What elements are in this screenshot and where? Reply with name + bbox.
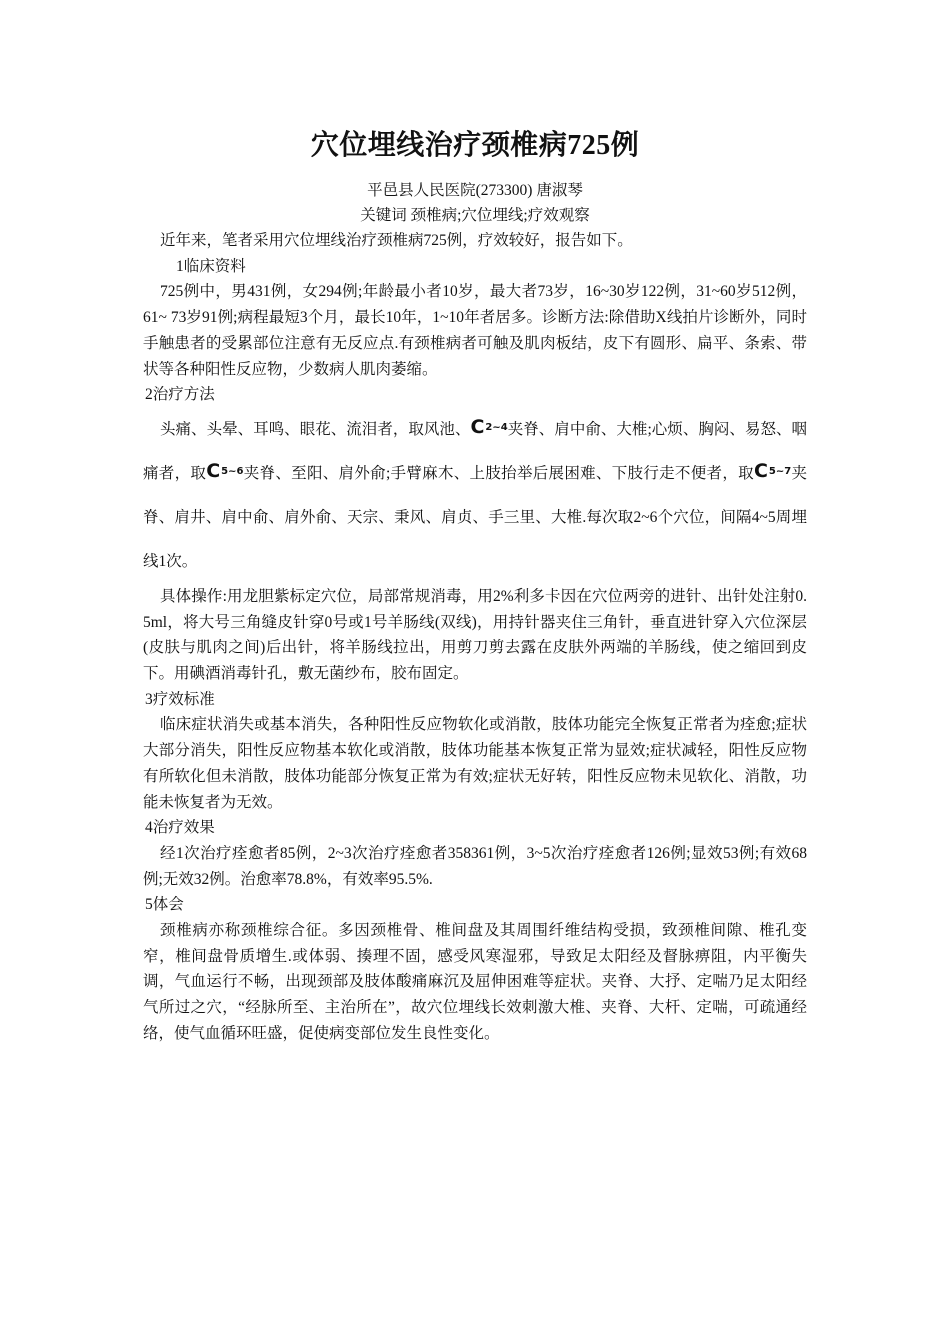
vertebra-c2-4-letter: C	[470, 415, 485, 438]
intro-paragraph: 近年来，笔者采用穴位埋线治疗颈椎病725例，疗效较好，报告如下。	[160, 232, 633, 249]
section-5-heading: 5体会	[145, 896, 184, 914]
article-title: 穴位埋线治疗颈椎病725例	[310, 130, 640, 161]
vertebra-c5-6-letter: C	[206, 459, 221, 482]
section-4-heading: 4治疗效果	[145, 819, 215, 837]
section-1-body: 725例中，男431例，女294例;年龄最小者10岁，最大者73岁，16~30岁122例，31~60岁512例，61~ 73岁91例;病程最短3个月，最长10年，1~10年者居多。诊断方法:除借助X线拍片诊断外，同时手触患者的受累部位注意有无反应点.有颈椎病者可触及肌肉板结，皮下有圆形、扁平、条索、带状等各种阳性反应物，少数病人肌肉萎缩。	[143, 283, 807, 378]
section-2-paragraph-1	[143, 408, 807, 584]
vertebra-c5-7-range: 5~7	[768, 465, 792, 477]
vertebra-c5-7	[753, 459, 792, 482]
section-2-paragraph-2: 具体操作:用龙胆紫标定穴位，局部常规消毒，用2%利多卡因在穴位两旁的进针、出针处注射0. 5ml，将大号三角缝皮针穿0号或1号羊肠线(双线)，用持针器夹住三角针，垂直进针穿入穴位深层(皮肤与肌肉之间)后出针，将羊肠线拉出，用剪刀剪去露在皮肤外两端的羊肠线，使之缩回到皮下。用碘酒消毒针孔，敷无菌纱布，胶布固定。	[143, 587, 807, 683]
section-2-text-a: 头痛、头晕、耳鸣、眼花、流泪者，取风池、	[160, 420, 471, 438]
article	[143, 126, 807, 1047]
section-3-heading: 3疗效标准	[145, 690, 215, 708]
vertebra-c5-6-range: 5~6	[221, 465, 244, 477]
keywords-line: 关键词 颈椎病;穴位埋线;疗效观察	[360, 207, 590, 224]
vertebra-c5-6	[206, 459, 244, 482]
vertebra-c2-4-range: 2~4	[485, 421, 508, 433]
section-2-text-b: 夹脊、肩中俞、大椎;心烦、胸闷、易怒、咽痛者，取	[143, 420, 807, 482]
section-1-heading: 1临床资料	[176, 257, 246, 275]
author-line: 平邑县人民医院(273300) 唐淑琴	[367, 182, 583, 199]
section-2-heading: 2治疗方法	[145, 386, 215, 404]
vertebra-c2-4	[470, 415, 508, 438]
section-3-body: 临床症状消失或基本消失，各种阳性反应物软化或消散，肢体功能完全恢复正常者为痊愈;症状大部分消失，阳性反应物基本软化或消散，肢体功能基本恢复正常为显效;症状减轻，阳性反应物有所软化但未消散，肢体功能部分恢复正常为有效;症状无好转，阳性反应物未见软化、消散，功能未恢复者为无效。	[143, 716, 807, 811]
section-2-text-d: 夹脊、肩井、肩中俞、肩外俞、天宗、秉风、肩贞、手三里、大椎.每次取2~6个穴位，间隔4~5周埋线1次。	[143, 464, 807, 570]
vertebra-c5-7-letter: C	[753, 459, 768, 482]
section-4-body: 经1次治疗痊愈者85例，2~3次治疗痊愈者358361例，3~5次治疗痊愈者126例;显效53例;有效68例;无效32例。治愈率78.8%，有效率95.5%.	[143, 844, 807, 888]
section-2-text-c: 夹脊、至阳、肩外俞;手臂麻木、上肢抬举后展困难、下肢行走不便者，取	[243, 464, 754, 482]
section-5-body: 颈椎病亦称颈椎综合征。多因颈椎骨、椎间盘及其周围纤维结构受损，致颈椎间隙、椎孔变窄，椎间盘骨质增生.或体弱、揍理不固，感受风寒湿邪，导致足太阳经及督脉痹阻，内平衡失调，气血运行不畅，出现颈部及肢体酸痛麻沉及屈伸困难等症状。夹脊、大抒、定喘乃足太阳经气所过之穴，“经脉所至、主治所在”，故穴位埋线长效刺激大椎、夹脊、大杆、定喘，可疏通经络，使气血循环旺盛，促使病变部位发生良性变化。	[143, 922, 807, 1042]
